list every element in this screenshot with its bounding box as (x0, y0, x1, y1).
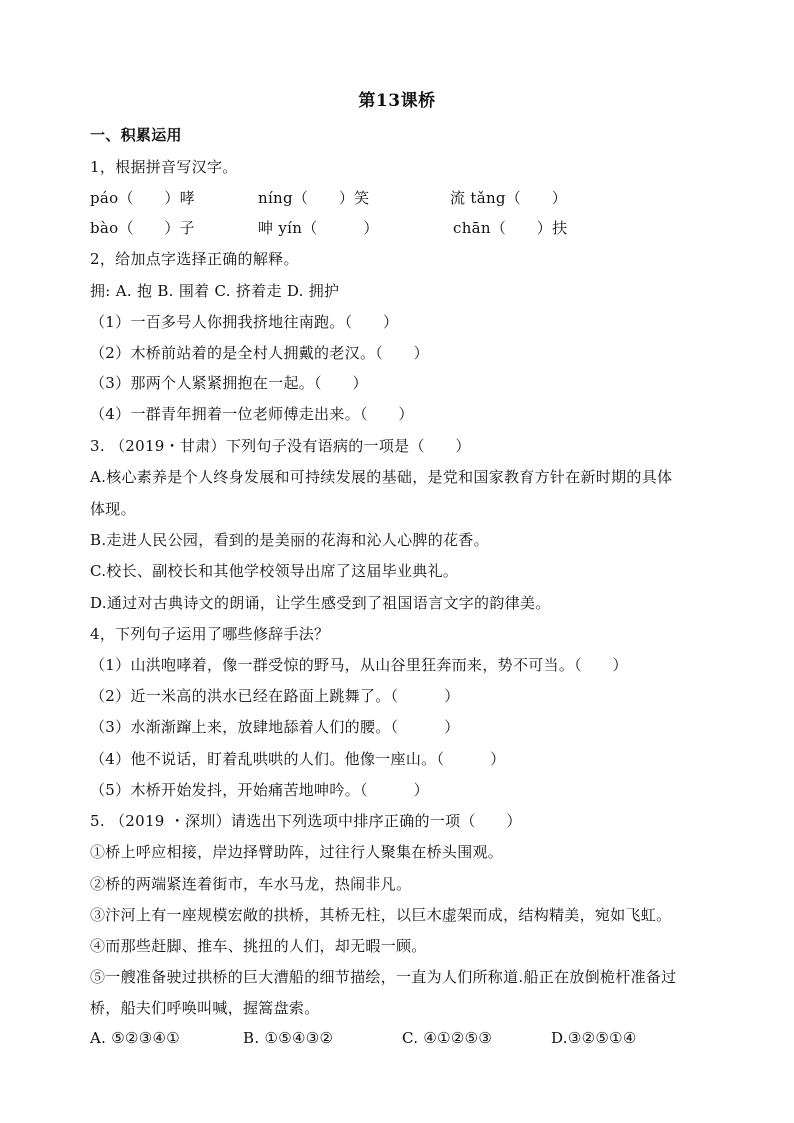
q2-item: （3）那两个人紧紧拥抱在一起。（ ） (90, 374, 368, 392)
q2-item: （1）一百多号人你拥我挤地往南跑。（ ） (90, 313, 399, 331)
q5-sentence: ②桥的两端紧连着街市，车水马龙，热闹非凡。 (90, 875, 412, 893)
q5-sentence: ③汴河上有一座规模宏敞的拱桥，其桥无柱，以巨木虚架而成，结构精美，宛如飞虹。 (90, 906, 672, 924)
q1-row1-item: páo（ ）哮 (90, 189, 195, 207)
q5-sentence: ①桥上呼应相接，岸边择臂助阵，过往行人聚集在桥头围观。 (90, 843, 504, 861)
q1-row1-item: níng（ ）笑 (258, 189, 370, 207)
q4-item: （1）山洪咆哮着，像一群受惊的野马，从山谷里狂奔而来，势不可当。（ ） (90, 656, 628, 674)
q3-option-d: D.通过对古典诗文的朗诵，让学生感受到了祖国语言文字的韵律美。 (90, 594, 551, 612)
q1-row1-item: 流 tǎng（ ） (450, 189, 568, 207)
q5-prompt: 5. （2019 ・深圳）请选出下列选项中排序正确的一项（ ） (90, 812, 522, 830)
q2-item: （4）一群青年拥着一位老师傅走出来。（ ） (90, 405, 414, 423)
q1-prompt: 1，根据拼音写汉字。 (90, 158, 238, 176)
q5-choice: C. ④①②⑤③ (402, 1029, 493, 1047)
section-heading: 一、积累运用 (90, 126, 182, 144)
q4-item: （5）木桥开始发抖，开始痛苦地呻吟。（ ） (90, 781, 429, 799)
q3-option-a: A.核心素养是个人终身发展和可持续发展的基础，是党和国家教育方针在新时期的具体 (90, 468, 673, 486)
q5-choice: A. ⑤②③④① (90, 1029, 181, 1047)
q2-options: 拥: A. 抱 B. 围着 C. 挤着走 D. 拥护 (90, 282, 340, 300)
q5-sentence: ④而那些赶脚、推车、挑扭的人们，却无暇一顾。 (90, 937, 427, 955)
q4-item: （2）近一米高的洪水已经在路面上跳舞了。（ ） (90, 687, 460, 705)
q1-row2-item: bào（ ）子 (90, 219, 195, 237)
q5-sentence-cont: 桥，船夫们呼唤叫喊，握篙盘索。 (90, 999, 320, 1017)
q4-item: （4）他不说话，盯着乱哄哄的人们。他像一座山。（ ） (90, 750, 506, 768)
q2-item: （2）木桥前站着的是全村人拥戴的老汉。（ ） (90, 344, 429, 362)
q3-option-c: C.校长、副校长和其他学校领导出席了这届毕业典礼。 (90, 562, 459, 580)
q2-prompt: 2，给加点字选择正确的解释。 (90, 250, 299, 268)
q5-sentence: ⑤一艘准备驶过拱桥的巨大漕船的细节描绘，一直为人们所称道.船正在放倒桅杆准备过 (90, 968, 677, 986)
page-title: 第13课桥 (358, 91, 436, 111)
q4-prompt: 4，下列句子运用了哪些修辞手法？ (90, 625, 330, 643)
q4-item: （3）水渐渐蹿上来，放肆地舔着人们的腰。（ ） (90, 718, 460, 736)
q3-prompt: 3. （2019・甘肃）下列句子没有语病的一项是（ ） (90, 437, 471, 455)
q1-row2-item: chān（ ）扶 (453, 219, 568, 237)
q5-choice: B. ①⑤④③② (243, 1029, 334, 1047)
q3-option-a-cont: 体现。 (90, 500, 136, 518)
q1-row2-item: 呻 yín（ ） (258, 219, 379, 237)
q3-option-b: B.走进人民公园，看到的是美丽的花海和沁人心脾的花香。 (90, 531, 489, 549)
q5-choice: D.③②⑤①④ (551, 1029, 637, 1047)
